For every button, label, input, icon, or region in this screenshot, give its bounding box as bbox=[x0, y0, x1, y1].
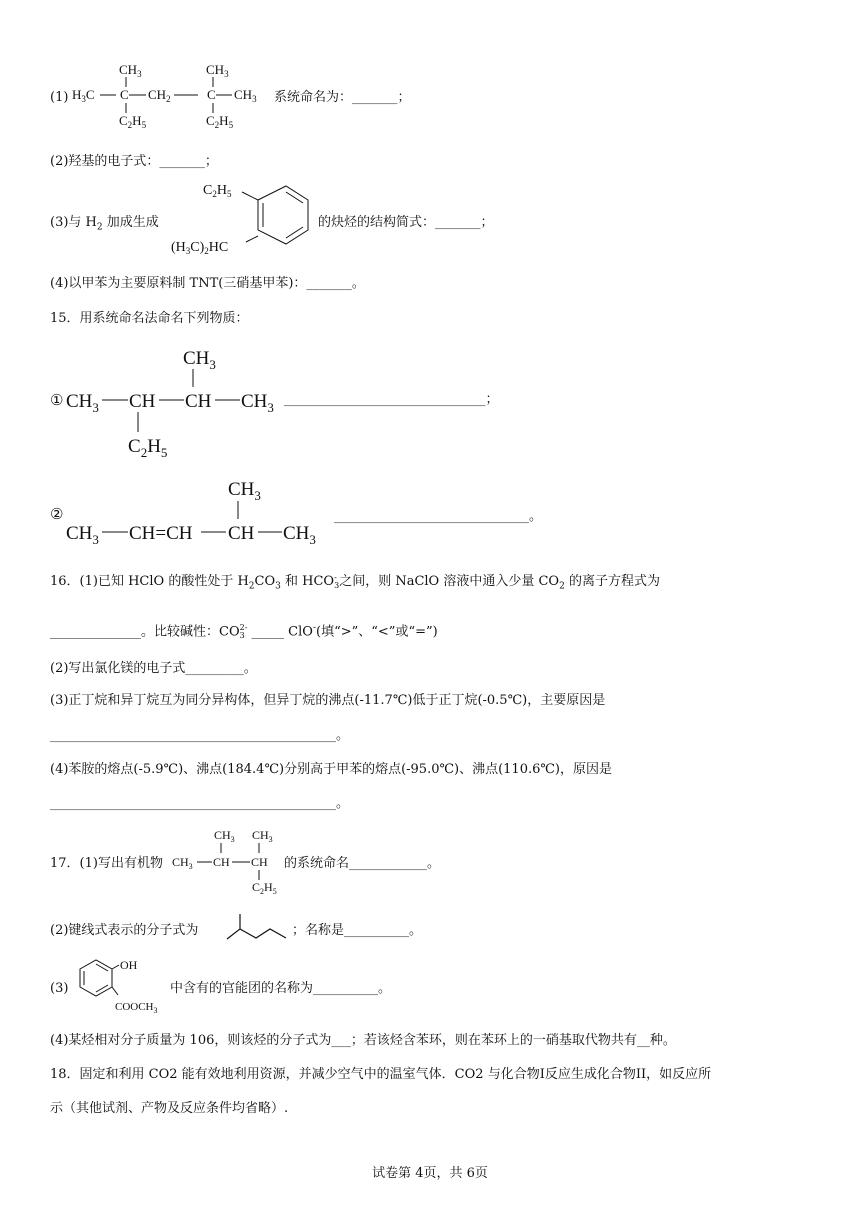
q15-item1-blank: _______________________________； bbox=[284, 392, 499, 407]
svg-text:H3C: $H_3C$ bbox=[72, 87, 95, 104]
q15-structure-1 bbox=[66, 340, 286, 465]
svg-text:CH3: $CH_3$ bbox=[119, 62, 142, 79]
svg-text:CH3: $CH_3$ bbox=[183, 348, 216, 372]
svg-text:OH: OH bbox=[120, 958, 138, 972]
q17-part2-prefix: (2)键线式表示的分子式为 bbox=[50, 923, 199, 938]
svg-text:COOCH3: $COOCH_3$ bbox=[115, 1001, 158, 1015]
q14-part3-prefix-text: (3)与 H bbox=[50, 215, 97, 230]
q17-part3-label: (3) bbox=[50, 981, 69, 996]
q16-part1-d: 之间，则 NaClO 溶液中通入少量 CO bbox=[339, 574, 560, 589]
q15-structure-2 bbox=[66, 475, 336, 550]
q17-part2-suffix: ；名称是__________。 bbox=[292, 923, 423, 938]
q14-part3-mid-text: 加成生成 bbox=[106, 215, 159, 230]
q16-part4-blank: ____________________________________________。 bbox=[50, 796, 349, 811]
q17-part3-suffix: 中含有的官能团的名称为__________。 bbox=[170, 981, 392, 996]
svg-text:CH: CH bbox=[185, 391, 212, 412]
q16-part3-blank: ____________________________________________。 bbox=[50, 728, 349, 743]
q17-part1-prefix: 17．(1)写出有机物 bbox=[50, 856, 163, 871]
svg-text:CH3: $CH_3$ bbox=[234, 87, 257, 104]
q16-part4: (4)苯胺的熔点(-5.9℃)、沸点(184.4℃)分别高于甲苯的熔点(-95.0℃)、沸点(110.6℃)，原因是 bbox=[50, 762, 612, 777]
svg-text:CH3: $CH_3$ bbox=[214, 828, 235, 844]
q16-part1-line2-c: (填“>”、“<”或“=”) bbox=[316, 624, 438, 640]
q16-part1-b: CO bbox=[254, 574, 276, 589]
q14-part4: (4)以甲苯为主要原料制 TNT(三硝基甲苯)：_______。 bbox=[50, 276, 365, 291]
svg-text:CH3: $CH_3$ bbox=[283, 523, 316, 547]
q14-part2: (2)羟基的电子式：_______； bbox=[50, 154, 218, 169]
svg-text:CH=CH: CH=CH bbox=[129, 523, 193, 544]
q14-part1-label: (1) bbox=[50, 90, 69, 105]
q18-line1: 18．固定和利用 CO2 能有效地利用资源，并减少空气中的温室气体．CO2 与化合物I反应生成化合物II，如反应所 bbox=[50, 1067, 712, 1082]
q14-structure-1 bbox=[72, 58, 272, 138]
svg-text:CH3: $CH_3$ bbox=[206, 62, 229, 79]
q16-part1-line2: ______________。比较碱性：CO2- 3 _____ ClO-(填“>”、“<”或“=”) bbox=[50, 622, 438, 640]
svg-text:C: C bbox=[120, 87, 129, 102]
svg-text:C2H5: $C_2H_5$ bbox=[119, 113, 147, 130]
q14-part1-text: 系统命名为：_______； bbox=[274, 90, 411, 105]
q16-part3: (3)正丁烷和异丁烷互为同分异构体，但异丁烷的沸点(-11.7℃)低于正丁烷(-0.5℃)，主要原因是 bbox=[50, 693, 606, 708]
q16-part1-line2-b: _____ ClO bbox=[251, 624, 313, 640]
q15-title: 15．用系统命名法命名下列物质： bbox=[50, 311, 249, 326]
q14-structure-3-benzene bbox=[168, 178, 318, 258]
svg-text:CH2: $CH_2$ bbox=[148, 87, 171, 104]
svg-text:C2H5: $C_2H_5$ bbox=[252, 880, 277, 895]
svg-text:CH3: $CH_3$ bbox=[228, 479, 261, 503]
svg-text:CH: CH bbox=[213, 855, 230, 869]
q16-part1-line2-a: ______________。比较碱性：CO bbox=[50, 624, 240, 640]
q16-part1-c: 和 HCO bbox=[285, 574, 335, 589]
svg-text:C: C bbox=[207, 87, 216, 102]
svg-text:C2H5: $C_2H_5$ bbox=[206, 113, 234, 130]
q16-part1-a: 16．(1)已知 HClO 的酸性处于 H bbox=[50, 574, 249, 589]
svg-text:CH3: $CH_3$ bbox=[252, 828, 273, 844]
q17-structure-1 bbox=[172, 825, 284, 895]
q17-skeletal-structure bbox=[222, 912, 292, 947]
q16-part1-e: 的离子方程式为 bbox=[568, 574, 660, 589]
q16-part2: (2)写出氯化镁的电子式_________。 bbox=[50, 661, 257, 676]
q17-part1-suffix: 的系统命名____________。 bbox=[284, 856, 441, 871]
q17-part4: (4)某烃相对分子质量为 106，则该烃的分子式为___；若该烃含苯环，则在苯环上的一硝基取代物共有__种。 bbox=[50, 1033, 676, 1048]
svg-text:CH: CH bbox=[251, 855, 268, 869]
svg-text:CH3: $CH_3$ bbox=[66, 391, 99, 415]
svg-text:CH3: $CH_3$ bbox=[66, 523, 99, 547]
q14-part3-prefix: (3)与 $H_2$ 加成生成 bbox=[50, 215, 159, 233]
svg-text:CH: CH bbox=[228, 523, 255, 544]
svg-text:CH3: $CH_3$ bbox=[172, 855, 193, 871]
q17-structure-3 bbox=[66, 955, 166, 1020]
q15-item1-label: ① bbox=[50, 391, 64, 409]
q15-item2-blank: ______________________________。 bbox=[334, 509, 543, 524]
q16-part1: 16．(1)已知 HClO 的酸性处于 $H_2CO_3$ 和 HCO- 3之间，则 NaClO 溶液中通入少量 $CO_2$ 的离子方程式为 bbox=[50, 572, 660, 592]
q14-part3-suffix: 的炔烃的结构简式：_______； bbox=[318, 215, 494, 230]
svg-text:(H3C)2HC: $(H_3C)_2HC$ bbox=[171, 240, 229, 256]
q15-item2-label: ② bbox=[50, 505, 64, 523]
page-footer: 试卷第 4页，共 6页 bbox=[372, 1166, 488, 1181]
svg-text:C2H5: $C_2H_5$ bbox=[128, 436, 168, 460]
svg-text:CH3: $CH_3$ bbox=[241, 391, 274, 415]
q18-line2: 示（其他试剂、产物及反应条件均省略）. bbox=[50, 1101, 289, 1116]
svg-text:CH: CH bbox=[129, 391, 156, 412]
svg-text:C2H5: $C_2H_5$ bbox=[203, 183, 232, 199]
